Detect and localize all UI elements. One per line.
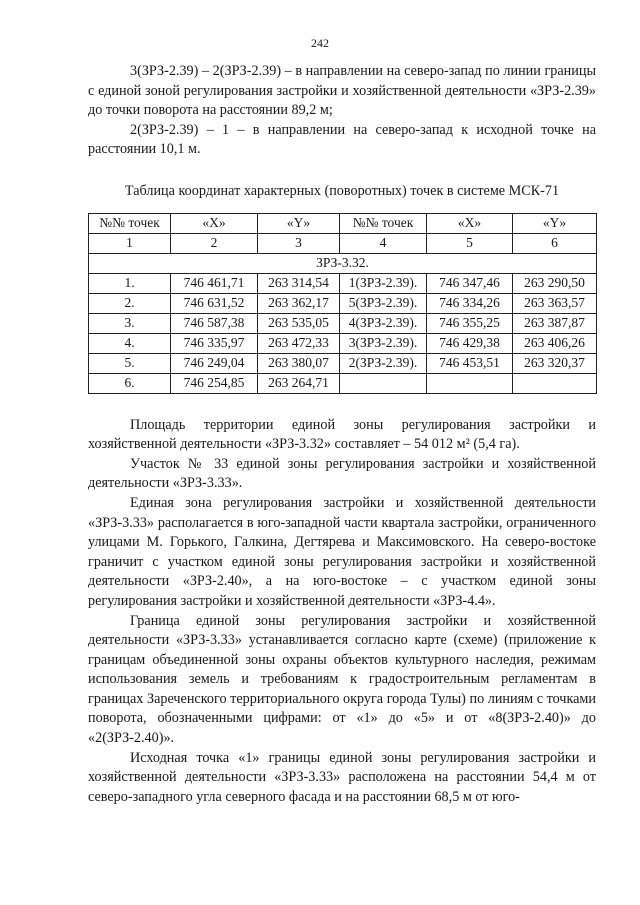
paragraph: Участок № 33 единой зоны регулирования застройки и хозяйственной деятельности «ЗРЗ-3.33». — [88, 455, 596, 492]
header-cell: №№ точек — [340, 213, 427, 233]
table-header-row — [89, 213, 597, 233]
header-cell: «Y» — [513, 213, 597, 233]
table-cell: 263 264,71 — [258, 373, 340, 393]
table-cell: 263 472,33 — [258, 333, 340, 353]
table-row — [89, 353, 597, 373]
table-cell — [513, 373, 597, 393]
column-number-cell: 5 — [427, 233, 513, 253]
coordinates-table — [88, 213, 597, 394]
paragraph: Граница единой зоны регулирования застройки и хозяйственной деятельности «ЗРЗ-3.33» устанавливается согласно карте (схеме) (приложение к границам объединенной зоны охраны объектов культурного наследия, режимам использования земель и требованиям к градостроительным регламентам в границах Зареченского территориального округа города Тулы) по линиям с точками поворота, обозначенными цифрами: от «1» до «5» и от «8(ЗРЗ-2.40)» до «2(ЗРЗ-2.40)». — [88, 612, 596, 747]
table-row — [89, 313, 597, 333]
table-cell: 1. — [89, 273, 171, 293]
table-title: Таблица координат характерных (поворотных) точек в системе МСК-71 — [124, 182, 560, 199]
column-number-cell: 1 — [89, 233, 171, 253]
page-number: 242 — [311, 36, 329, 50]
table-cell: 263 380,07 — [258, 353, 340, 373]
body-text — [88, 416, 596, 808]
header-cell: «Y» — [258, 213, 340, 233]
table-cell: 746 254,85 — [171, 373, 258, 393]
table-cell: 4(ЗРЗ-2.39). — [340, 313, 427, 333]
paragraph: 3(ЗРЗ-2.39) – 2(ЗРЗ-2.39) – в направлении на северо-запад по линии границы с единой зоной регулирования застройки и хозяйственной деятельности «ЗРЗ-2.39» до точки поворота на расстоянии 89,2 м; — [88, 63, 596, 119]
group-label: ЗРЗ-3.32. — [89, 253, 597, 273]
table-cell: 5(ЗРЗ-2.39). — [340, 293, 427, 313]
table-cell: 263 290,50 — [513, 273, 597, 293]
table-cell: 263 363,57 — [513, 293, 597, 313]
table-cell: 263 387,87 — [513, 313, 597, 333]
table-cell: 746 355,25 — [427, 313, 513, 333]
table-cell: 4. — [89, 333, 171, 353]
table-cell: 3(ЗРЗ-2.39). — [340, 333, 427, 353]
group-row — [89, 253, 597, 273]
table-cell: 263 406,26 — [513, 333, 597, 353]
paragraph: Единая зона регулирования застройки и хозяйственной деятельности «ЗРЗ-3.33» располагается в юго-западной части квартала застройки, ограниченного улицами М. Горького, Галкина, Дегтярева и Максимовского. На северо-востоке граничит с участком единой зоны регулирования застройки и хозяйственной деятельности «ЗРЗ-2.40», а на юго-востоке – с участком единой зоны регулирования застройки и хозяйственной деятельности «ЗРЗ-4.4». — [88, 494, 596, 609]
table-cell — [340, 373, 427, 393]
table-cell: 746 335,97 — [171, 333, 258, 353]
table-cell: 746 461,71 — [171, 273, 258, 293]
column-number-cell: 3 — [258, 233, 340, 253]
header-cell: «X» — [427, 213, 513, 233]
table-cell: 263 535,05 — [258, 313, 340, 333]
table-cell: 746 453,51 — [427, 353, 513, 373]
table-cell: 2. — [89, 293, 171, 313]
table-cell: 1(ЗРЗ-2.39). — [340, 273, 427, 293]
column-number-row — [89, 233, 597, 253]
table-cell: 2(ЗРЗ-2.39). — [340, 353, 427, 373]
paragraph: Исходная точка «1» границы единой зоны регулирования застройки и хозяйственной деятельности «ЗРЗ-3.33» расположена на расстоянии 54,4 м от северо-западного угла северного фасада и на расстоянии 68,5 м от юго- — [88, 749, 596, 805]
header-cell: «X» — [171, 213, 258, 233]
table-row — [89, 293, 597, 313]
table-row — [89, 333, 597, 353]
table-cell: 263 320,37 — [513, 353, 597, 373]
column-number-cell: 6 — [513, 233, 597, 253]
column-number-cell: 4 — [340, 233, 427, 253]
table-cell: 746 429,38 — [427, 333, 513, 353]
table-cell: 3. — [89, 313, 171, 333]
table-row — [89, 273, 597, 293]
table-cell: 6. — [89, 373, 171, 393]
paragraph: Площадь территории единой зоны регулирования застройки и хозяйственной деятельности «ЗРЗ-3.32» составляет – 54 012 м² (5,4 га). — [88, 416, 596, 453]
table-cell: 263 314,54 — [258, 273, 340, 293]
table-cell: 746 587,38 — [171, 313, 258, 333]
document-body — [88, 62, 596, 807]
table-row — [89, 373, 597, 393]
header-cell: №№ точек — [89, 213, 171, 233]
table-cell: 746 249,04 — [171, 353, 258, 373]
table-cell: 746 347,46 — [427, 273, 513, 293]
table-cell: 746 631,52 — [171, 293, 258, 313]
table-cell: 5. — [89, 353, 171, 373]
column-number-cell: 2 — [171, 233, 258, 253]
table-cell: 746 334,26 — [427, 293, 513, 313]
table-cell — [427, 373, 513, 393]
paragraph: 2(ЗРЗ-2.39) – 1 – в направлении на северо-запад к исходной точке на расстоянии 10,1 м. — [88, 121, 596, 158]
table-cell: 263 362,17 — [258, 293, 340, 313]
